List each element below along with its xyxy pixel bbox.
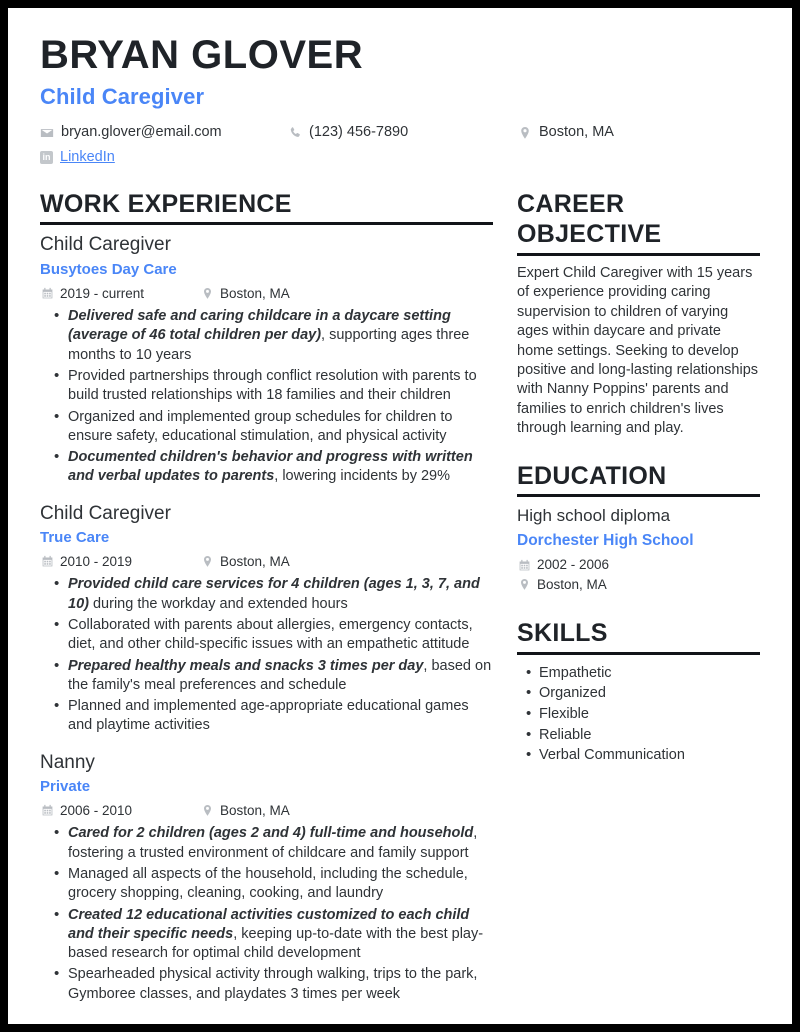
work-entry-location <box>200 552 290 572</box>
skill-item: • Verbal Communication <box>539 745 760 766</box>
work-entry-organization: Busytoes Day Care <box>40 261 177 279</box>
calendar-icon <box>40 804 54 818</box>
candidate-name: BRYAN GLOVER <box>40 33 364 77</box>
work-bullet: • Organized and implemented group schedules for children to ensure safety, educational stimulation, and physical activity <box>68 408 493 447</box>
section-education <box>517 461 760 595</box>
work-bullet: • Managed all aspects of the household, including the schedule, grocery shopping, cleaning, cooking, and laundry <box>68 865 493 904</box>
career-objective-text: Expert Child Caregiver with 15 years of experience providing caring supervision to children of varying ages within daycare and private home settings. Seeking to develop positive and long-lasting relationships with Nanny Poppins' parents and families to enrich children's lives through learning and play. <box>517 264 759 437</box>
work-entry-dates-text: 2010 - 2019 <box>60 553 133 569</box>
work-entry-dates-text: 2006 - 2010 <box>60 802 133 818</box>
work-entry-organization: True Care <box>40 529 110 547</box>
section-career-objective <box>517 189 760 439</box>
work-bullet: • Planned and implemented age-appropriate educational games and playtime activities <box>68 697 493 736</box>
right-column <box>517 189 760 1008</box>
skills-list <box>517 663 760 766</box>
section-skills <box>517 618 760 765</box>
work-entry-dates <box>40 552 200 572</box>
resume-header <box>8 8 792 167</box>
work-bullet: • Provided partnerships through conflict resolution with parents to build trusted relationships with 18 families and their children <box>68 367 493 406</box>
contact-phone-text: (123) 456-7890 <box>309 124 409 141</box>
work-entry-organization: Private <box>40 778 91 796</box>
map-pin-icon <box>518 126 532 140</box>
contact-info <box>40 123 760 167</box>
skill-item: • Reliable <box>539 725 760 746</box>
work-bullet: • Prepared healthy meals and snacks 3 times per day, based on the family's meal preferences and schedule <box>68 657 493 696</box>
linkedin-icon: in <box>40 151 53 164</box>
work-bullet: • Cared for 2 children (ages 2 and 4) full-time and household, fostering a trusted environment of childcare and family support <box>68 824 493 863</box>
education-school: Dorchester High School <box>517 532 694 550</box>
skill-item: • Empathetic <box>539 663 760 684</box>
contact-linkedin[interactable] <box>40 148 288 167</box>
resume-page <box>8 8 792 1024</box>
work-entry-role: Child Caregiver <box>40 502 171 524</box>
section-title-work-experience: WORK EXPERIENCE <box>40 189 292 218</box>
work-bullet-list <box>40 307 493 487</box>
work-bullet: • Collaborated with parents about allergies, emergency contacts, diet, and other child-specific issues with an empathetic attitude <box>68 616 493 655</box>
work-entry-role: Nanny <box>40 751 95 773</box>
education-dates-text: 2002 - 2006 <box>537 557 610 573</box>
section-divider <box>40 222 493 225</box>
contact-location <box>518 123 760 142</box>
education-degree: High school diploma <box>517 506 671 526</box>
work-bullet-list <box>40 824 493 1004</box>
map-pin-icon <box>200 555 214 569</box>
work-entry-location <box>200 284 290 304</box>
education-meta <box>517 555 760 594</box>
section-title-skills: SKILLS <box>517 619 608 648</box>
left-column <box>40 189 493 1008</box>
work-bullet: • Delivered safe and caring childcare in a daycare setting (average of 46 total children per day), supporting ages three months to 10 years <box>68 307 493 365</box>
section-divider <box>517 253 760 256</box>
work-entry-meta <box>40 552 493 572</box>
work-entry-location-text: Boston, MA <box>220 285 290 301</box>
work-bullet: • Provided child care services for 4 children (ages 1, 3, 7, and 10) during the workday and extended hours <box>68 575 493 614</box>
calendar-icon <box>40 555 54 569</box>
contact-phone[interactable] <box>288 123 518 142</box>
skill-item: • Organized <box>539 683 760 704</box>
work-entry <box>40 502 493 736</box>
phone-icon <box>288 126 302 140</box>
work-bullet: • Spearheaded physical activity through walking, trips to the park, Gymboree classes, and playdates 3 times per week <box>68 965 493 1004</box>
calendar-icon <box>517 558 531 572</box>
skill-item: • Flexible <box>539 704 760 725</box>
work-bullet: • Documented children's behavior and progress with written and verbal updates to parents, lowering incidents by 29% <box>68 448 493 487</box>
envelope-icon <box>40 126 54 140</box>
work-entry-location <box>200 801 290 821</box>
calendar-icon <box>40 286 54 300</box>
section-work-experience <box>40 189 493 1004</box>
work-entry-role: Child Caregiver <box>40 234 171 256</box>
section-title-education: EDUCATION <box>517 461 667 490</box>
work-entry-meta <box>40 284 493 304</box>
resume-body <box>8 167 792 1008</box>
education-location-text: Boston, MA <box>537 576 607 592</box>
work-entry-location-text: Boston, MA <box>220 553 290 569</box>
contact-email-text: bryan.glover@email.com <box>61 124 222 141</box>
map-pin-icon <box>200 286 214 300</box>
work-entry-dates-text: 2019 - current <box>60 285 145 301</box>
work-entry-location-text: Boston, MA <box>220 802 290 818</box>
work-entry <box>40 233 493 486</box>
education-dates <box>517 555 760 575</box>
section-title-career-objective: CAREER OBJECTIVE <box>517 189 662 249</box>
section-divider <box>517 494 760 497</box>
work-entry-dates <box>40 801 200 821</box>
contact-email[interactable] <box>40 123 288 142</box>
work-entry-dates <box>40 284 200 304</box>
map-pin-icon <box>517 578 531 592</box>
education-location <box>517 575 760 595</box>
candidate-job-title: Child Caregiver <box>40 84 205 110</box>
work-entry-meta <box>40 801 493 821</box>
work-entry <box>40 751 493 1004</box>
work-bullet: • Created 12 educational activities customized to each child and their specific needs, keeping up-to-date with the best play-based research for optimal child development <box>68 906 493 964</box>
contact-linkedin-text[interactable]: LinkedIn <box>60 149 115 166</box>
work-bullet-list <box>40 575 493 735</box>
work-entry-list <box>40 233 493 1004</box>
contact-location-text: Boston, MA <box>539 124 614 141</box>
section-divider <box>517 652 760 655</box>
map-pin-icon <box>200 804 214 818</box>
